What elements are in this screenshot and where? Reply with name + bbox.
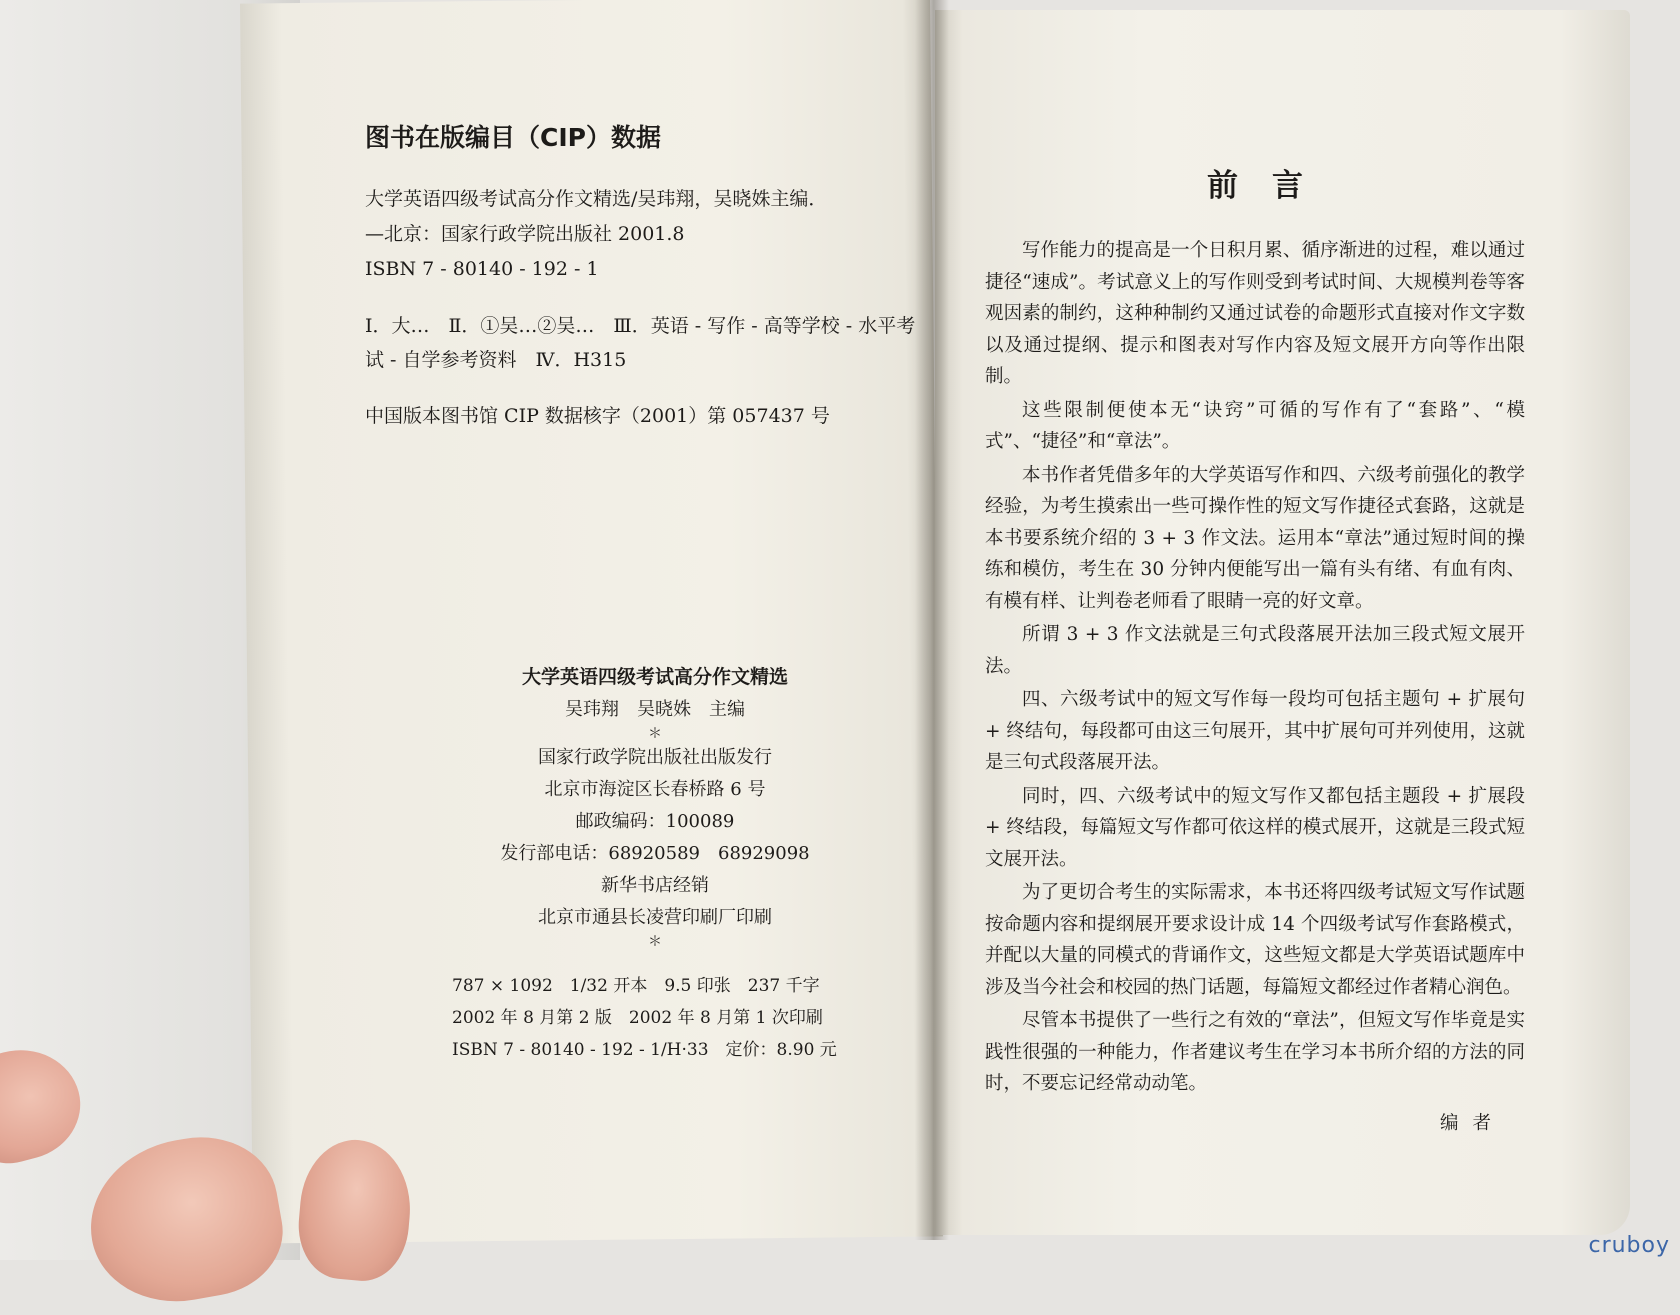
cip-classification: Ⅰ．大… Ⅱ．①吴…②吴… Ⅲ．英语 - 写作 - 高等学校 - 水平考试 - 自学参考资料 Ⅳ．H315	[365, 315, 916, 371]
imprint-address: 北京市海淀区长春桥路 6 号	[544, 779, 766, 800]
preface-paragraph: 这些限制便使本无“诀窍”可循的写作有了“套路”、“模式”、“捷径”和“章法”。	[985, 399, 1525, 452]
imprint-postcode: 邮政编码：100089	[575, 811, 735, 832]
imprint-publisher: 国家行政学院出版社出版发行	[538, 747, 772, 768]
preface-signature: 编者	[1439, 1112, 1505, 1134]
preface-block	[985, 160, 1525, 1139]
cip-line-isbn: ISBN 7 - 80140 - 192 - 1	[365, 258, 599, 280]
cip-line-title: 大学英语四级考试高分作文精选/吴玮翔，吴晓姝主编．	[365, 188, 828, 210]
preface-paragraph: 四、六级考试中的短文写作每一段均可包括主题句 + 扩展句 + 终结句，每段都可由这三句展开，其中扩展句可并列使用，这就是三句式段落展开法。	[985, 689, 1525, 773]
preface-paragraph: 所谓 3 + 3 作文法就是三句式段落展开法加三段式短文展开法。	[985, 624, 1525, 677]
imprint-title: 大学英语四级考试高分作文精选	[521, 666, 788, 688]
imprint-phone: 发行部电话：68920589 68929098	[500, 843, 810, 864]
spec-edition: 2002 年 8 月第 2 版 2002 年 8 月第 1 次印刷	[452, 1008, 823, 1028]
preface-paragraph: 尽管本书提供了一些行之有效的“章法”，但短文写作毕竟是实践性很强的一种能力，作者建议考生在学习本书所介绍的方法的同时，不要忘记经常动动笔。	[985, 1010, 1525, 1094]
cip-line-publisher: —北京：国家行政学院出版社 2001.8	[365, 223, 685, 245]
watermark: cruboy	[1588, 1233, 1670, 1258]
preface-paragraph: 同时，四、六级考试中的短文写作又都包括主题段 + 扩展段 + 终结段，每篇短文写作都可依这样的模式展开，这就是三段式短文展开法。	[985, 785, 1525, 870]
cip-heading: 图书在版编目（CIP）数据	[365, 123, 661, 152]
imprint-specs	[452, 970, 872, 1066]
preface-paragraph: 写作能力的提高是一个日积月累、循序渐进的过程，难以通过捷径“速成”。考试意义上的写作则受到考试时间、大规模判卷等客观因素的制约，这种种制约又通过试卷的命题形式直接对作文字数以及通过提纲、提示和图表对写作内容及短文展开方向等作出限制。	[985, 240, 1525, 387]
imprint-star-2: ＊	[648, 934, 662, 950]
imprint-editors: 吴玮翔 吴晓姝 主编	[565, 699, 745, 720]
imprint-printer: 北京市通县长凌营印刷厂印刷	[538, 907, 772, 928]
spec-isbn-price: ISBN 7 - 80140 - 192 - 1/H·33 定价：8.90 元	[452, 1040, 837, 1060]
cip-block	[365, 118, 925, 433]
spec-format: 787 × 1092 1/32 开本 9.5 印张 237 千字	[452, 976, 820, 996]
preface-paragraph: 本书作者凭借多年的大学英语写作和四、六级考前强化的教学经验，为考生摸索出一些可操作性的短文写作捷径式套路，这就是本书要系统介绍的 3 + 3 作文法。运用本“章法”通过短时间的操练和模仿，考生在 30 分钟内便能写出一篇有头有绪、有血有肉、有模有样、让判卷老师看了眼睛一亮的好文章。	[985, 464, 1525, 612]
imprint-star-1: ＊	[648, 726, 662, 742]
preface-paragraph: 为了更切合考生的实际需求，本书还将四级考试短文写作试题按命题内容和提纲展开要求设计成 14 个四级考试写作套路模式，并配以大量的同模式的背诵作文，这些短文都是大学英语试题库中涉及当今社会和校园的热门话题，每篇短文都经过作者精心润色。	[985, 882, 1525, 998]
imprint-block	[430, 660, 880, 950]
imprint-distributor: 新华书店经销	[601, 875, 709, 896]
cip-number: 中国版本图书馆 CIP 数据核字（2001）第 057437 号	[365, 405, 830, 427]
preface-title: 前言	[1207, 168, 1337, 204]
